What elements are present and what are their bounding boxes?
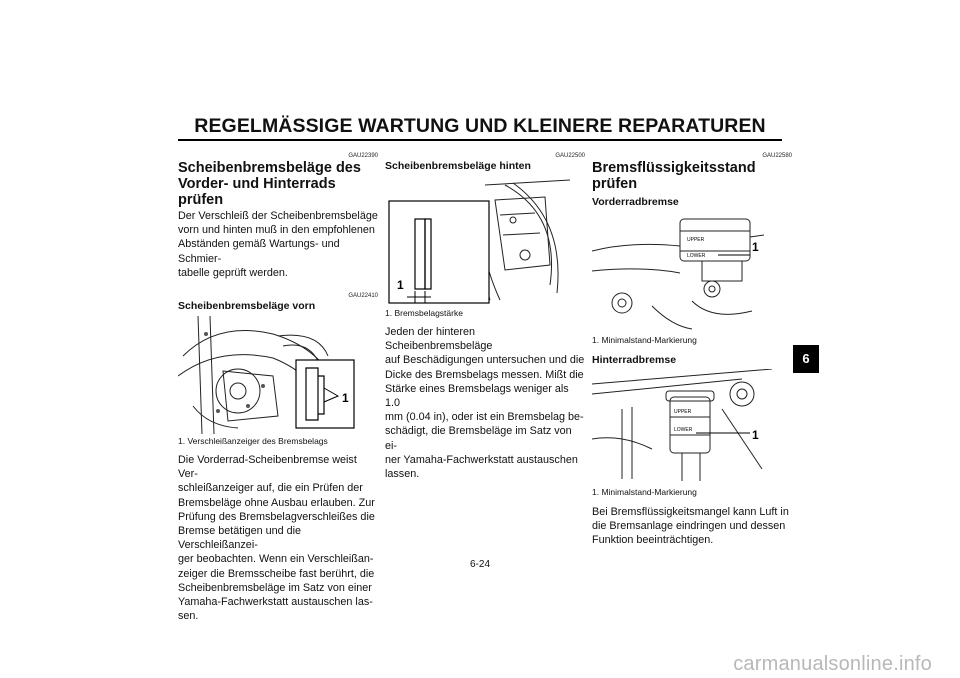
fluid-body-paragraph: Bei Bremsflüssigkeitsmangel kann Luft in die Bremsanlage eindringen und dessen Funktion beeinträchtigen. — [592, 506, 789, 547]
intro-paragraph: Der Verschleiß der Scheibenbremsbeläge vorn und hinten muß in den empfohlenen Abständen gemäß Wartungs- und Schmier- tabelle geprüft werden. — [178, 210, 378, 279]
figure-label: 1 — [342, 391, 349, 406]
front-reservoir-figure — [592, 211, 772, 333]
figure-caption-front: 1. Minimalstand-Markierung — [592, 335, 697, 345]
upper-mark-text: UPPER — [687, 237, 705, 243]
upper-mark-text: UPPER — [674, 409, 692, 415]
figure-caption: 1. Verschleißanzeiger des Bremsbelags — [178, 436, 328, 447]
front-brake-figure — [178, 316, 368, 434]
section-code: GAU22580 — [762, 153, 792, 159]
figure-label: 1 — [752, 428, 759, 442]
front-reservoir-title: Vorderradbremse — [592, 196, 679, 208]
subsection-code: GAU22410 — [348, 293, 378, 300]
watermark: carmanualsonline.info — [733, 653, 932, 675]
front-body-paragraph: Die Vorderrad-Scheibenbremse weist Ver- schleißanzeiger auf, die ein Prüfen der Bremsbeläge ohne Ausbau erlauben. Zur Prüfung des Bremsbelagverschleißes die Bremse betätigen und die Verschleißanzei- ger beobachten. Wenn ein Verschleißan- zeiger die Bremsscheibe fast berührt, die Scheibenbremsbeläge im Satz von einer Yamaha-Fachwerkstatt austauschen las- sen. — [178, 454, 375, 623]
left-column — [178, 152, 378, 623]
subsection-title: Scheibenbremsbeläge vorn — [178, 300, 316, 313]
section-title: Bremsflüssigkeitsstand prüfen — [592, 160, 756, 192]
chapter-tab: 6 — [793, 345, 819, 373]
middle-column — [385, 152, 585, 481]
header-rule — [178, 139, 782, 141]
section-code: GAU22390 — [348, 153, 378, 159]
section-code: GAU22500 — [555, 153, 585, 159]
rear-reservoir-title: Hinterradbremse — [592, 354, 677, 366]
page-number: 6-24 — [469, 559, 490, 570]
rear-brake-figure — [385, 175, 575, 305]
figure-caption: 1. Bremsbelagstärke — [385, 308, 463, 318]
lower-mark-text: LOWER — [687, 253, 706, 259]
right-column — [592, 152, 792, 548]
lower-mark-text: LOWER — [674, 427, 693, 433]
figure-label: 1 — [752, 240, 759, 254]
page-header: REGELMÄSSIGE WARTUNG UND KLEINERE REPARATUREN — [194, 115, 766, 137]
figure-caption-rear: 1. Minimalstand-Markierung — [592, 487, 697, 497]
figure-label: 1 — [397, 278, 404, 292]
section-title-line1: Scheibenbremsbeläge des — [178, 160, 361, 176]
rear-body-paragraph: Jeden der hinteren Scheibenbremsbeläge auf Beschädigungen untersuchen und die Dicke des Bremsbelags messen. Mißt die Stärke eines Bremsbelags weniger als 1.0 mm (0.04 in), oder ist ein Bremsbelag be- schädigt, die Bremsbeläge im Satz von ei- ner Yamaha-Fachwerkstatt austauschen lassen. — [385, 326, 585, 481]
rear-reservoir-figure — [592, 369, 772, 485]
subsection-title: Scheibenbremsbeläge hinten — [385, 160, 531, 172]
section-title-line2: Vorder- und Hinterrads prüfen — [178, 176, 336, 208]
